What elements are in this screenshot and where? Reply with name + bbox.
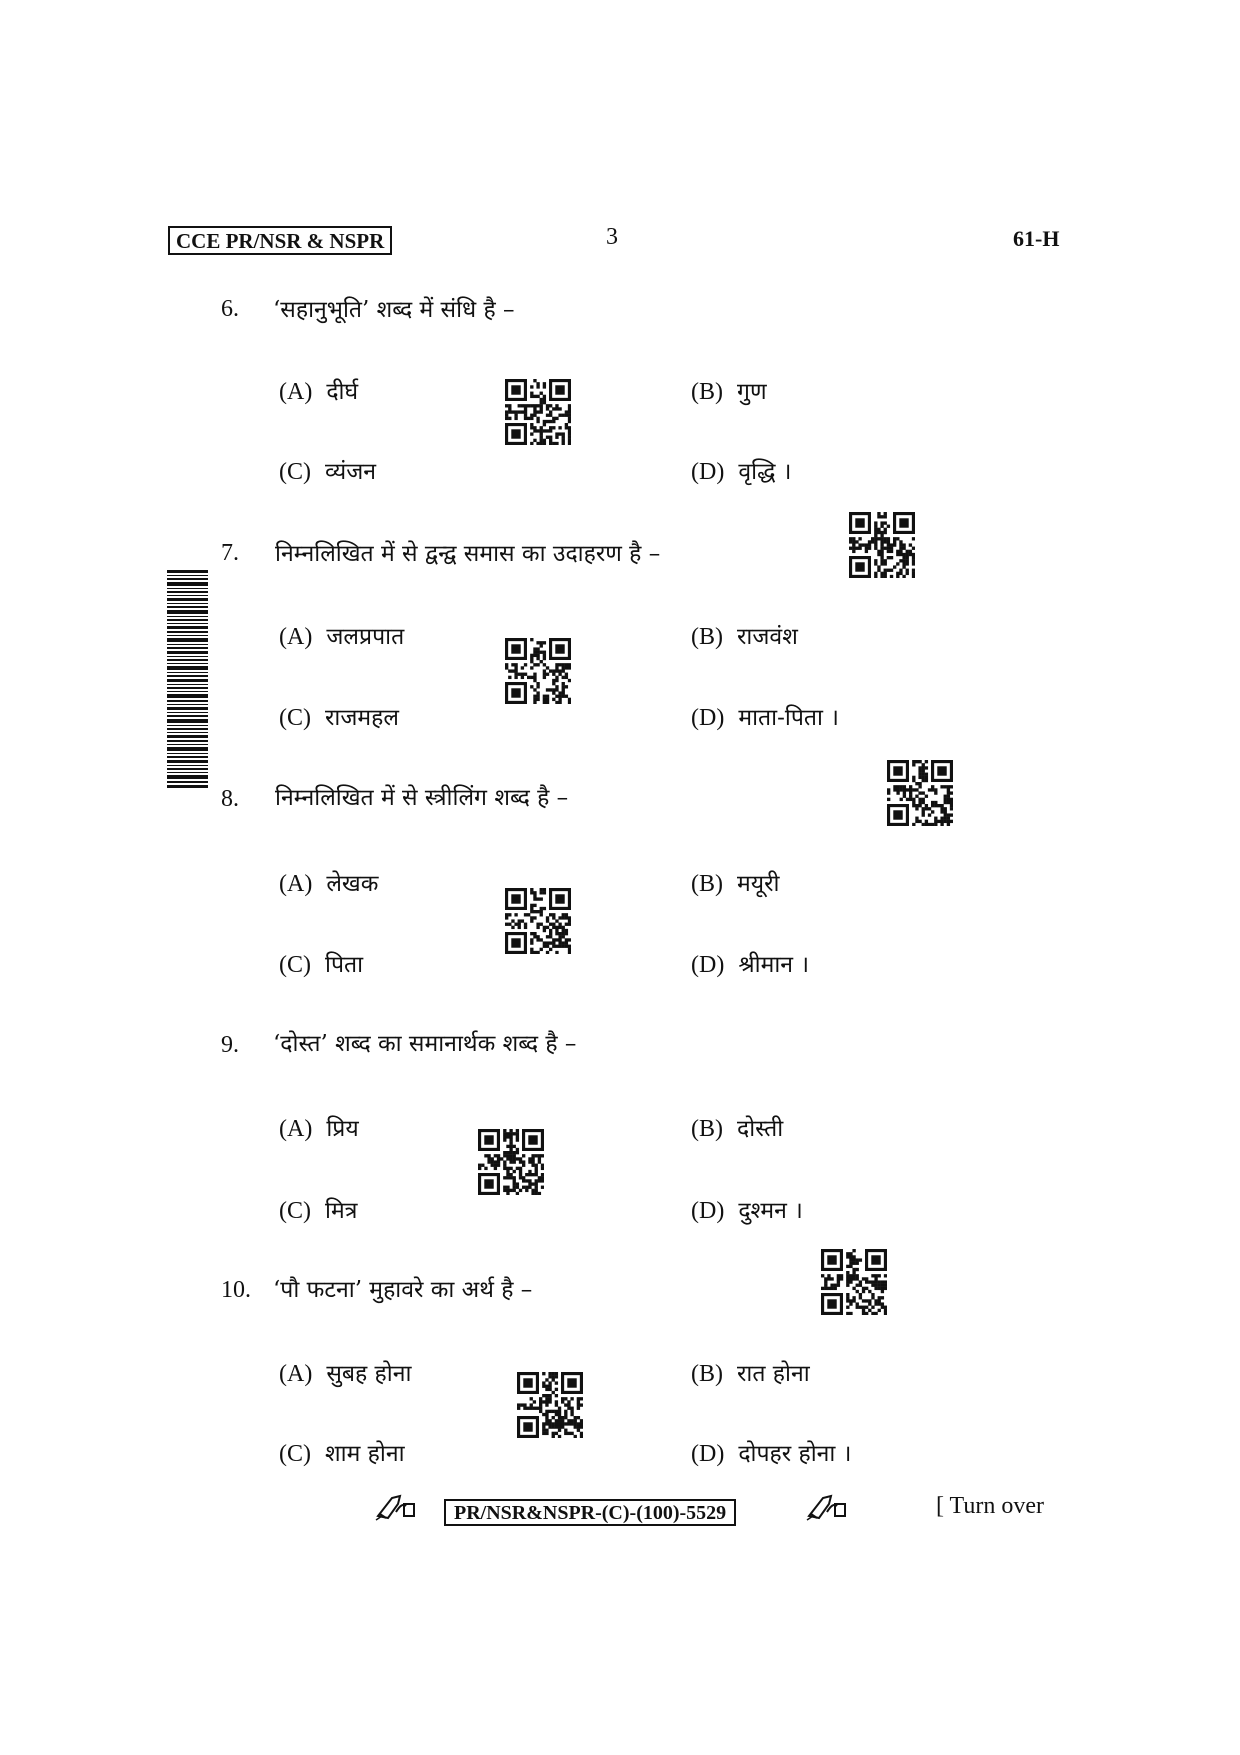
option-label: (A) [279,624,313,650]
question-10-option-d[interactable] [691,1436,851,1468]
option-text: दोस्ती [737,1116,784,1142]
question-6-option-d[interactable] [691,454,791,486]
option-label: (D) [691,1198,725,1224]
option-text: राजवंश [737,624,798,650]
option-text: प्रिय [326,1116,359,1142]
question-9-number: 9. [221,1032,239,1058]
option-text: शाम होना [325,1441,405,1467]
turn-over-note: [ Turn over [936,1493,1045,1519]
qr-code-icon [505,888,571,954]
option-label: (B) [691,624,723,650]
qr-code-icon [517,1372,583,1438]
question-10-number: 10. [221,1277,251,1303]
question-8-text: निम्नलिखित में से स्त्रीलिंग शब्द है – [275,785,569,811]
question-8-option-b[interactable] [691,866,779,898]
qr-code-icon [821,1249,887,1315]
question-7-text: निम्नलिखित में से द्वन्द्व समास का उदाहरण है – [275,541,661,567]
option-label: (B) [691,871,723,897]
question-8-option-d[interactable] [691,947,809,979]
option-label: (C) [279,705,311,731]
option-label: (D) [691,1441,725,1467]
option-text: वृद्धि । [738,459,792,485]
question-6-option-c[interactable] [279,454,376,486]
option-label: (A) [279,1116,313,1142]
qr-code-icon [505,379,571,445]
qr-code-icon [478,1129,544,1195]
option-label: (A) [279,871,313,897]
option-label: (B) [691,1361,723,1387]
question-10-text: ‘पौ फटना’ मुहावरे का अर्थ है – [273,1277,533,1303]
question-6-number: 6. [221,296,239,322]
option-text: लेखक [326,871,379,897]
option-text: दीर्घ [326,379,359,405]
option-label: (D) [691,952,725,978]
question-8-number: 8. [221,786,239,812]
question-9-option-c[interactable] [279,1193,357,1225]
option-text: माता-पिता । [738,705,839,731]
question-6-option-b[interactable] [691,374,767,406]
option-label: (B) [691,379,723,405]
option-label: (A) [279,379,313,405]
question-6-text: ‘सहानुभूति’ शब्द में संधि है – [273,297,515,323]
question-10-option-c[interactable] [279,1436,405,1468]
writing-hand-icon [805,1492,855,1522]
question-10-option-a[interactable] [279,1356,411,1388]
question-8-option-c[interactable] [279,947,363,979]
question-7-option-a[interactable] [279,619,404,651]
question-8-option-a[interactable] [279,866,378,898]
qr-code-icon [849,512,915,578]
option-label: (A) [279,1361,313,1387]
question-7-option-c[interactable] [279,700,399,732]
option-text: राजमहल [325,705,399,731]
question-7-option-b[interactable] [691,619,798,651]
question-9-option-d[interactable] [691,1193,803,1225]
writing-hand-icon [374,1492,424,1522]
option-text: मित्र [325,1198,358,1224]
option-text: दोपहर होना । [738,1441,852,1467]
footer-code-box: PR/NSR&NSPR-(C)-(100)-5529 [444,1499,736,1526]
option-text: मयूरी [737,871,780,897]
option-label: (C) [279,459,311,485]
paper-code: 61-H [1013,226,1060,251]
option-label: (C) [279,1198,311,1224]
option-label: (B) [691,1116,723,1142]
option-text: व्यंजन [325,459,377,485]
option-text: जलप्रपात [326,624,405,650]
option-text: रात होना [737,1361,810,1387]
question-9-text: ‘दोस्त’ शब्द का समानार्थक शब्द है – [273,1031,577,1057]
option-label: (C) [279,1441,311,1467]
question-9-option-a[interactable] [279,1111,359,1143]
qr-code-icon [505,638,571,704]
barcode-icon [167,570,208,788]
option-text: श्रीमान । [738,952,810,978]
exam-code-box: CCE PR/NSR & NSPR [168,226,392,255]
option-label: (C) [279,952,311,978]
option-text: गुण [737,379,767,405]
option-text: दुश्मन । [738,1198,803,1224]
option-label: (D) [691,459,725,485]
question-6-option-a[interactable] [279,374,358,406]
option-text: पिता [325,952,364,978]
question-10-option-b[interactable] [691,1356,810,1388]
question-7-number: 7. [221,540,239,566]
qr-code-icon [887,760,953,826]
option-label: (D) [691,705,725,731]
question-7-option-d[interactable] [691,700,839,732]
question-9-option-b[interactable] [691,1111,783,1143]
option-text: सुबह होना [326,1361,412,1387]
page-number: 3 [606,224,618,250]
